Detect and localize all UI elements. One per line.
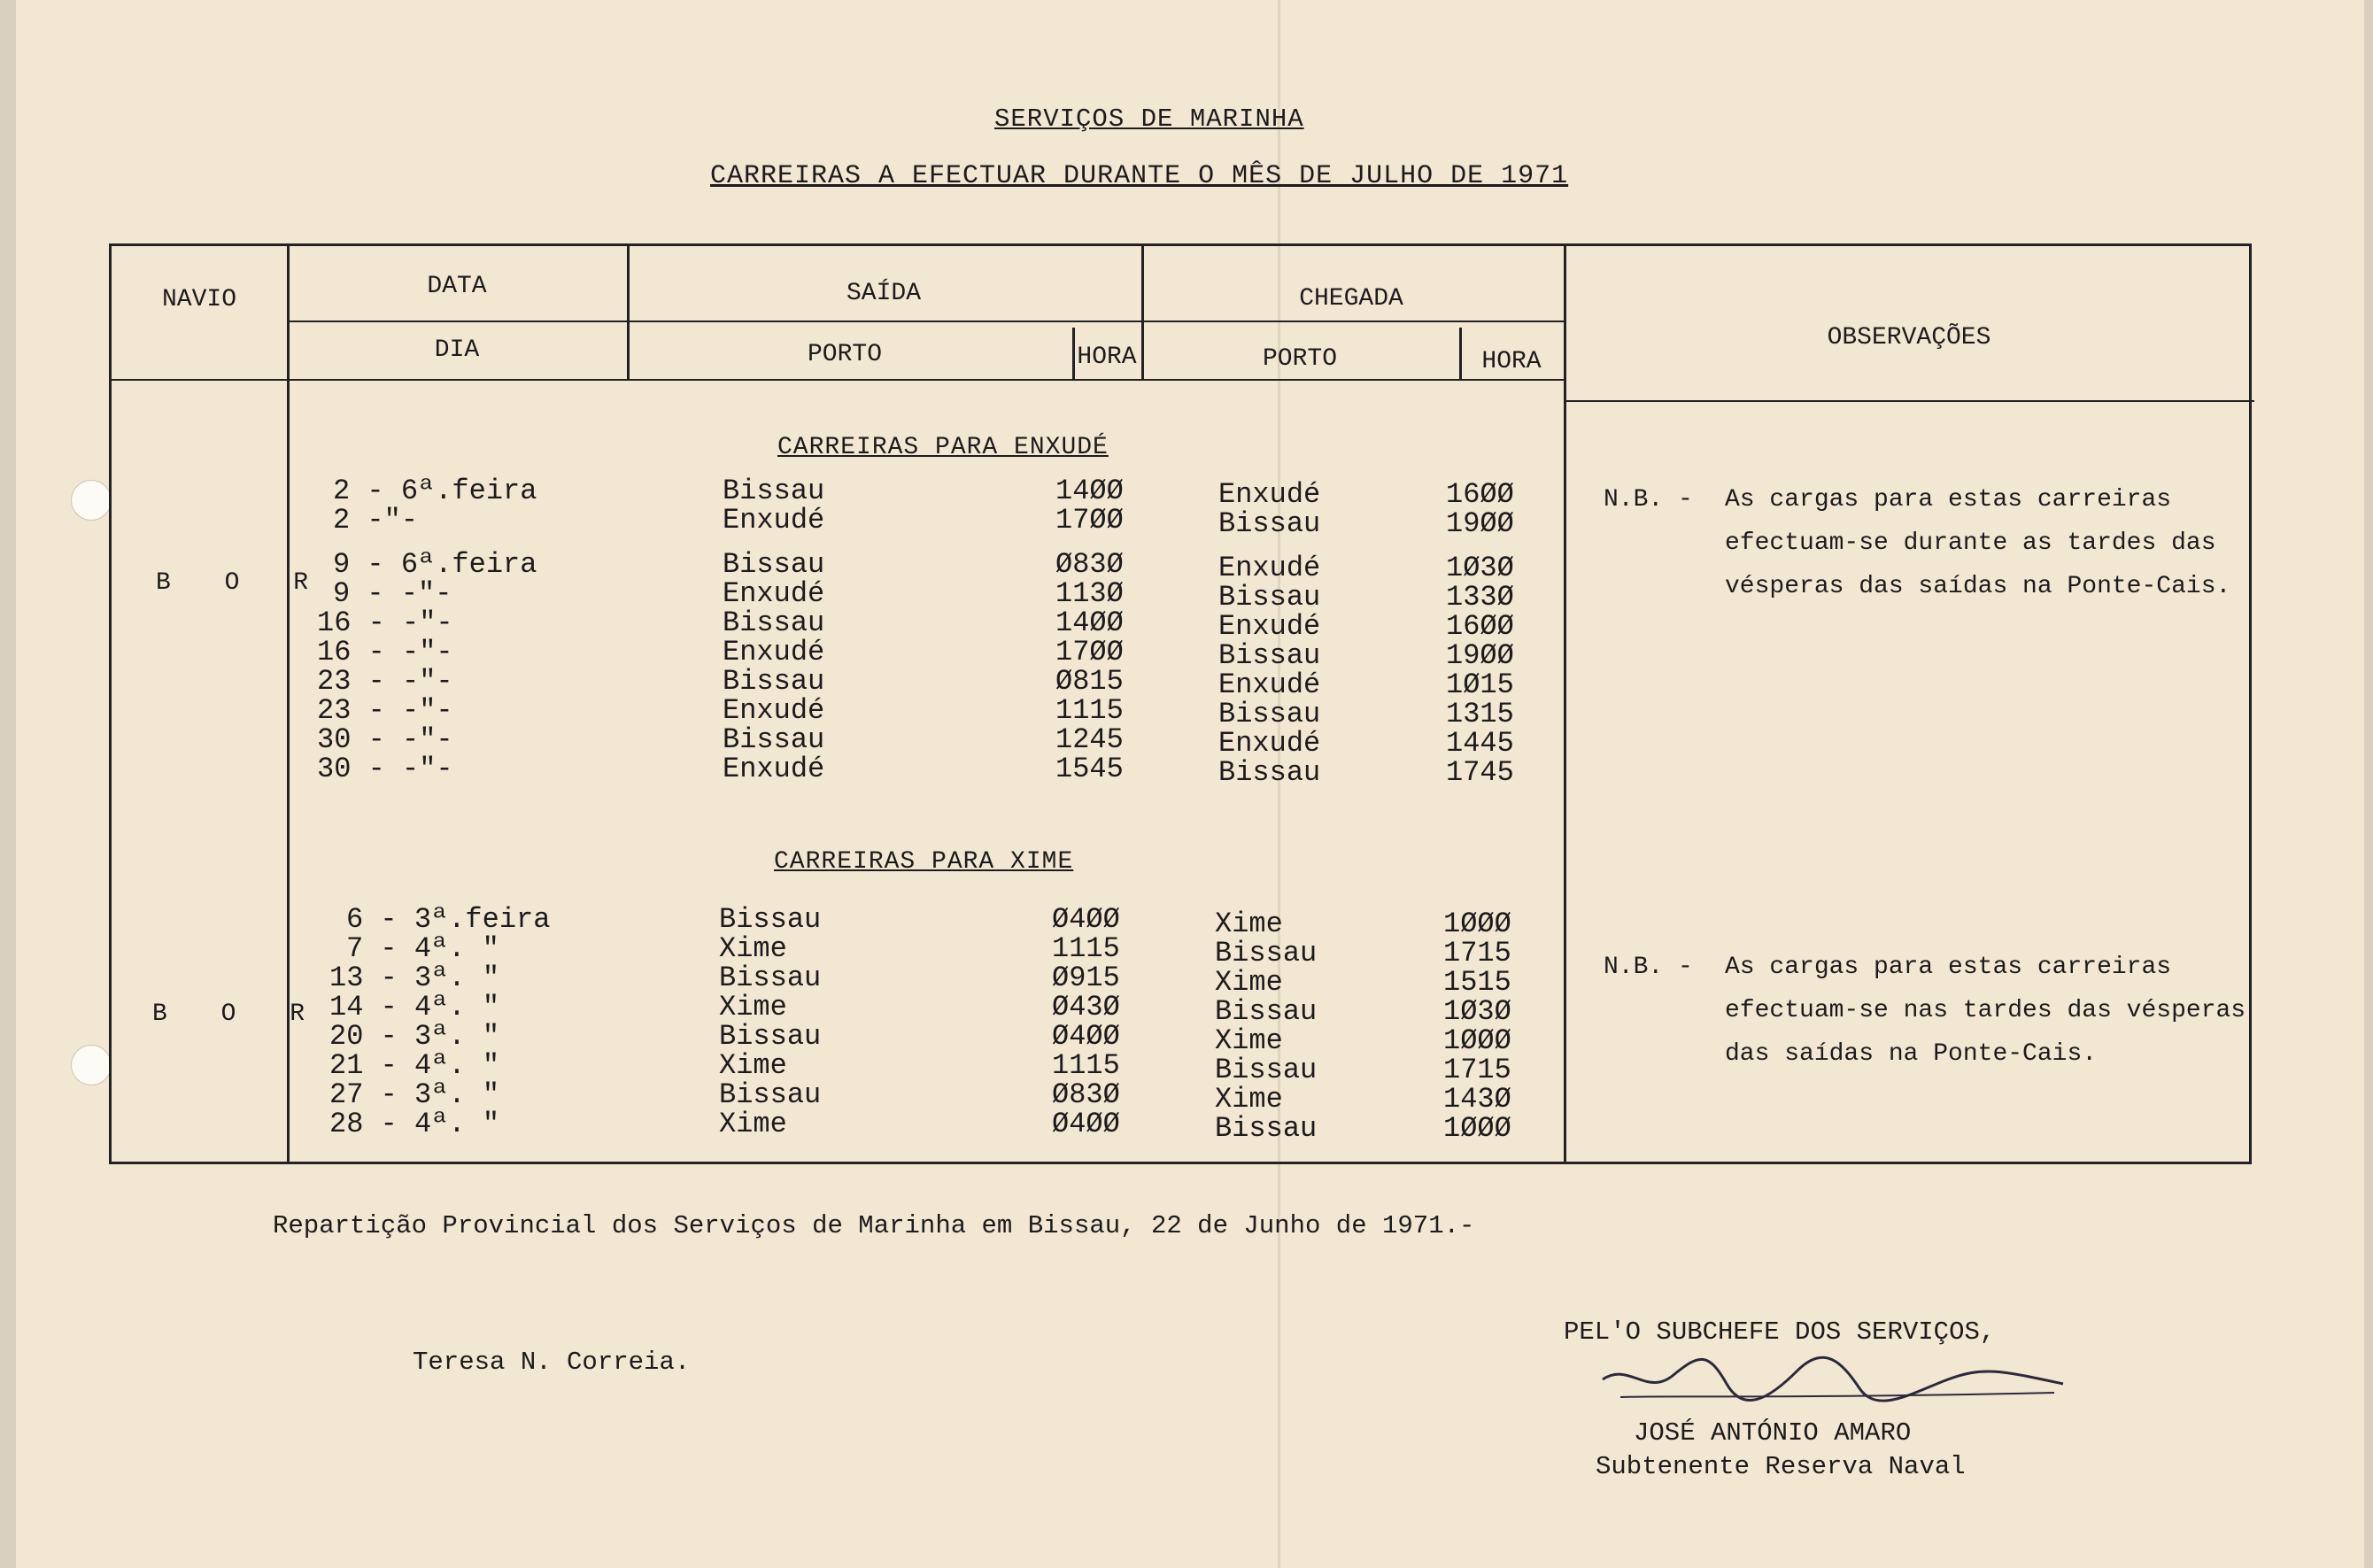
note-text: As cargas para estas carreiras efectuam-se nas tardes das vésperas das saídas na Ponte-Cais. bbox=[1725, 954, 2246, 1068]
header-saida: SAÍDA bbox=[846, 280, 922, 307]
row-divider bbox=[287, 321, 1564, 322]
punch-hole bbox=[71, 1045, 112, 1085]
schedule-table: NAVIO DATA DIA SAÍDA CHEGADA PORTO HORA PORTO HORA OBSERVAÇÕES CARREIRAS PARA ENXUDÉ B O R N.B. - As cargas para estas carreiras efectuam-se durante as tardes das vésperas das saídas na Ponte-Cais. 2 - 6ª.feira Bissau 14ØØ Enxudé 16ØØ 2 -"- Enxudé 17ØØ Bissau 19ØØ 9 - 6ª.feira Bissau Ø83Ø Enxudé 1Ø3Ø 9 - -"- Enxudé 113Ø Bissau 133Ø 16 - -"- Bissau 14ØØ Enxudé 16ØØ 16 - -"- Enxudé 17ØØ Bissau 19ØØ 23 - -"- Bissau Ø815 Enxudé 1Ø15 23 - -"- Enxudé 1115 Bissau 1315 30 - -"- Bissau 1245 Enxudé 1445 30 - -"- Enxudé 1545 Bissau 1745 CARREIRAS PARA XIME B O R N.B. - As cargas para estas carreiras efectuam-se nas tardes das vésperas das saídas na Ponte-Cais. 6 - 3ª.feira Bissau Ø4ØØ Xime 1ØØØ 7 - 4ª. " Xime 1115 Bissau 1715 13 - 3ª. " Bissau Ø915 Xime 1515 14 - 4ª. " Xime Ø43Ø Bissau 1Ø3Ø 20 - 3ª. " Bissau Ø4ØØ Xime 1ØØØ 21 - 4ª. " Xime 1115 Bissau 1715 27 - 3ª. " Bissau Ø83Ø Xime 143Ø 28 - 4ª. " Xime Ø4ØØ Bissau 1ØØØ bbox=[109, 243, 2252, 1164]
note-nb: N.B. - bbox=[1604, 486, 1693, 514]
column-divider bbox=[627, 246, 630, 381]
column-divider bbox=[1564, 246, 1566, 1162]
note-nb: N.B. - bbox=[1604, 954, 1693, 981]
column-divider bbox=[1459, 328, 1462, 381]
navio-label: B O R bbox=[156, 569, 329, 597]
column-divider bbox=[1141, 246, 1144, 381]
row-divider bbox=[112, 379, 1564, 381]
signer-name: JOSÉ ANTÓNIO AMARO bbox=[1634, 1418, 1912, 1448]
header-dia: DIA bbox=[434, 336, 480, 364]
signer-rank: Subtenente Reserva Naval bbox=[1596, 1452, 1966, 1481]
header-hora-chegada: HORA bbox=[1481, 348, 1542, 375]
typist-name: Teresa N. Correia. bbox=[413, 1348, 691, 1377]
row-divider bbox=[1564, 400, 2254, 402]
header-porto-saida: PORTO bbox=[807, 341, 883, 368]
document-subtitle: CARREIRAS A EFECTUAR DURANTE O MÊS DE JULHO DE 1971 bbox=[710, 161, 1569, 191]
observacao-note bbox=[1604, 478, 2268, 655]
document-page bbox=[16, 0, 2364, 1568]
header-data: DATA bbox=[427, 273, 487, 300]
document-title: SERVIÇOS DE MARINHA bbox=[994, 104, 1304, 134]
header-chegada: CHEGADA bbox=[1299, 285, 1403, 313]
observacao-note bbox=[1604, 946, 2268, 1123]
place-date-line: Repartição Provincial dos Serviços de Marinha em Bissau, 22 de Junho de 1971.- bbox=[273, 1211, 1475, 1240]
note-text: As cargas para estas carreiras efectuam-se durante as tardes das vésperas das saídas na Ponte-Cais. bbox=[1725, 486, 2231, 600]
navio-label: B O R bbox=[152, 1000, 325, 1028]
header-porto-chegada: PORTO bbox=[1262, 345, 1338, 373]
section-title-xime: CARREIRAS PARA XIME bbox=[774, 848, 1074, 876]
column-divider bbox=[1072, 328, 1075, 381]
header-navio: NAVIO bbox=[161, 286, 237, 313]
signature-for-line: PEL'O SUBCHEFE DOS SERVIÇOS, bbox=[1564, 1317, 1996, 1347]
punch-hole bbox=[71, 480, 112, 521]
section-title-enxude: CARREIRAS PARA ENXUDÉ bbox=[777, 434, 1109, 461]
header-observacoes: OBSERVAÇÕES bbox=[1827, 324, 1991, 351]
signature-image bbox=[1594, 1344, 2072, 1415]
header-hora-saida: HORA bbox=[1077, 344, 1137, 371]
